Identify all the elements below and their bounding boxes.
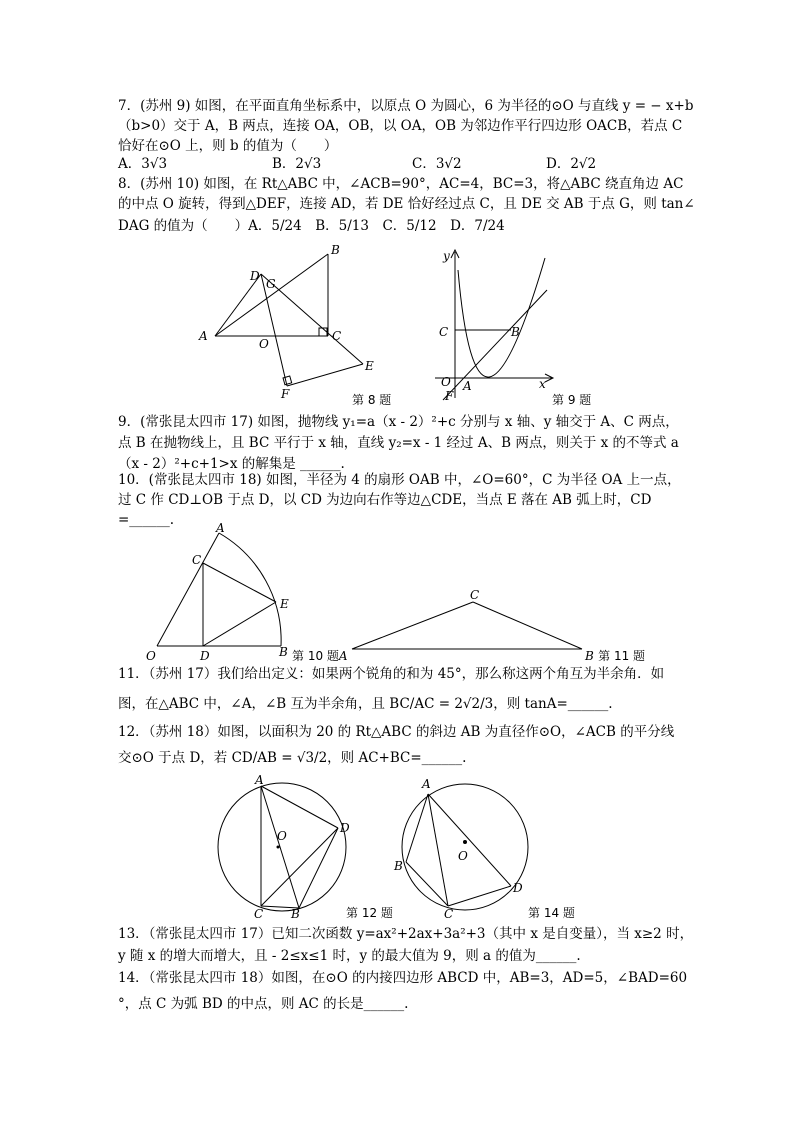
fig14-label-b: B	[394, 859, 403, 873]
fig10-label-c: C	[192, 553, 202, 567]
fig9-label-o: O	[441, 375, 451, 389]
fig12-label-c: C	[254, 907, 264, 920]
fig8-label-f: F	[281, 387, 290, 400]
p13-line2: y 随 x 的增大而增大，且 - 2≤x≤1 时，y 的最大值为 9，则 a 的值为______.	[118, 948, 581, 964]
figure-12	[210, 770, 360, 920]
p9-line1: 9．(常张昆太四市 17) 如图，抛物线 y₁=a（x - 2）²+c 分别与 x 轴、y 轴交于 A、C 两点，	[118, 414, 679, 430]
p7-choice-d: D．2√2	[546, 156, 597, 172]
p11-line1: 11．（苏州 17）我们给出定义：如果两个锐角的和为 45°，那么称这两个角互为半余角．如	[118, 666, 665, 682]
fig8-label-c: C	[332, 329, 342, 343]
fig8-caption: 第 8 题	[352, 393, 392, 407]
fig11-label-a-wrap	[292, 646, 348, 666]
p14-line2: °，点 C 为弧 BD 的中点，则 AC 的长是______.	[118, 996, 409, 1012]
p7-line3: 恰好在⊙O 上，则 b 的值为（ ）	[118, 138, 338, 154]
p8-line2: 的中点 O 旋转，得到△DEF，连接 AD，若 DE 恰好经过点 C，且 DE 交 AB 于点 G，则 tan∠	[118, 196, 695, 212]
fig12-caption: 第 12 题	[346, 906, 393, 920]
p11-line2: 图，在△ABC 中，∠A，∠B 互为半余角，且 BC/AC = 2√2/3，则 tanA=______.	[118, 696, 613, 712]
p9-line2: 点 B 在抛物线上，且 BC 平行于 x 轴，直线 y₂=x - 1 经过 A、B 两点，则关于 x 的不等式 a	[118, 435, 679, 451]
fig9-label-a: A	[463, 379, 472, 393]
fig11-caption-row	[585, 646, 645, 666]
p7-choice-b: B．2√3	[272, 156, 322, 172]
fig9-caption: 第 9 题	[552, 393, 592, 407]
p14-line1: 14．（常张昆太四市 18）如图，在⊙O 的内接四边形 ABCD 中，AB=3，AD=5，∠BAD=60	[118, 970, 688, 986]
fig9-label-y: y	[443, 249, 450, 263]
p13-line1: 13．（常张昆太四市 17）已知二次函数 y=ax²+2ax+3a²+3（其中 x 是自变量），当 x≥2 时，	[118, 926, 694, 942]
fig10-label-e: E	[280, 597, 289, 611]
fig9-label-x: x	[539, 377, 546, 391]
p10-line2: 过 C 作 CD⊥OB 于点 D，以 CD 为边向右作等边△CDE，当点 E 落在 AB 弧上时，CD	[118, 492, 652, 508]
p7-line2: （b>0）交于 A，B 两点，连接 OA，OB，以 OA，OB 为邻边作平行四边形 OACB，若点 C	[118, 118, 683, 134]
figure-9	[425, 240, 565, 405]
fig11-caption: 第 11 题	[598, 649, 646, 663]
fig9-label-c: C	[439, 325, 449, 339]
fig14-center-dot	[463, 840, 467, 844]
fig11-label-c: C	[470, 588, 480, 602]
p9-line3: （x - 2）²+c+1>x 的解集是 ______.	[118, 456, 345, 472]
p12-line1: 12．（苏州 18）如图，以面积为 20 的 Rt△ABC 的斜边 AB 为直径作⊙O，∠ACB 的平分线	[118, 724, 675, 740]
fig12-label-o: O	[277, 829, 287, 843]
figure-11	[330, 585, 600, 660]
p10-line1: 10．(常张昆太四市 18) 如图，半径为 4 的扇形 OAB 中，∠O=60°，C 为半径 OA 上一点，	[118, 472, 681, 488]
p12-line2: 交⊙O 于点 D，若 CD/AB = √3/2，则 AC+BC=______.	[118, 750, 467, 766]
fig8-label-e: E	[365, 359, 374, 373]
figure-14	[390, 770, 540, 920]
p8-line3: DAG 的值为（ ）A．5/24 B．5/13 C．5/12 D．7/24	[118, 218, 505, 234]
fig10-label-a: A	[216, 522, 225, 535]
fig10-caption: 第 10 题	[292, 649, 339, 663]
fig14-label-d: D	[513, 881, 523, 895]
fig8-label-a: A	[199, 329, 208, 343]
fig8-label-g: G	[266, 277, 276, 291]
fig8-label-o: O	[259, 337, 269, 351]
fig12-label-a: A	[255, 773, 264, 787]
fig11-label-b: B	[585, 649, 594, 663]
figure-8	[195, 240, 395, 400]
fig12-center-dot	[277, 846, 280, 849]
fig8-label-d: D	[250, 269, 260, 283]
p7-choice-a: A．3√3	[118, 156, 168, 172]
fig11-label-a: A	[338, 649, 348, 663]
figure-10	[140, 522, 310, 662]
fig12-label-d: D	[340, 821, 350, 835]
fig14-label-c: C	[444, 907, 454, 920]
fig14-caption: 第 14 题	[528, 906, 575, 920]
p10-line3: =______.	[118, 512, 175, 528]
fig10-label-d: D	[200, 649, 210, 662]
p7-choice-c: C．3√2	[412, 156, 462, 172]
fig12-label-b: B	[291, 907, 300, 920]
fig9-label-b: B	[511, 325, 520, 339]
fig8-label-b: B	[331, 243, 340, 257]
fig10-label-b: B	[279, 645, 288, 659]
p7-line1: 7．(苏州 9) 如图，在平面直角坐标系中，以原点 O 为圆心，6 为半径的⊙O 与直线 y = − x+b	[118, 98, 694, 114]
p8-line1: 8．(苏州 10) 如图，在 Rt△ABC 中，∠ACB=90°，AC=4，BC=3，将△ABC 绕直角边 AC	[118, 176, 684, 192]
fig10-label-o: O	[146, 649, 156, 662]
fig14-label-o: O	[458, 849, 468, 863]
fig9-label-f: F	[445, 389, 454, 403]
fig14-label-a: A	[422, 777, 431, 791]
